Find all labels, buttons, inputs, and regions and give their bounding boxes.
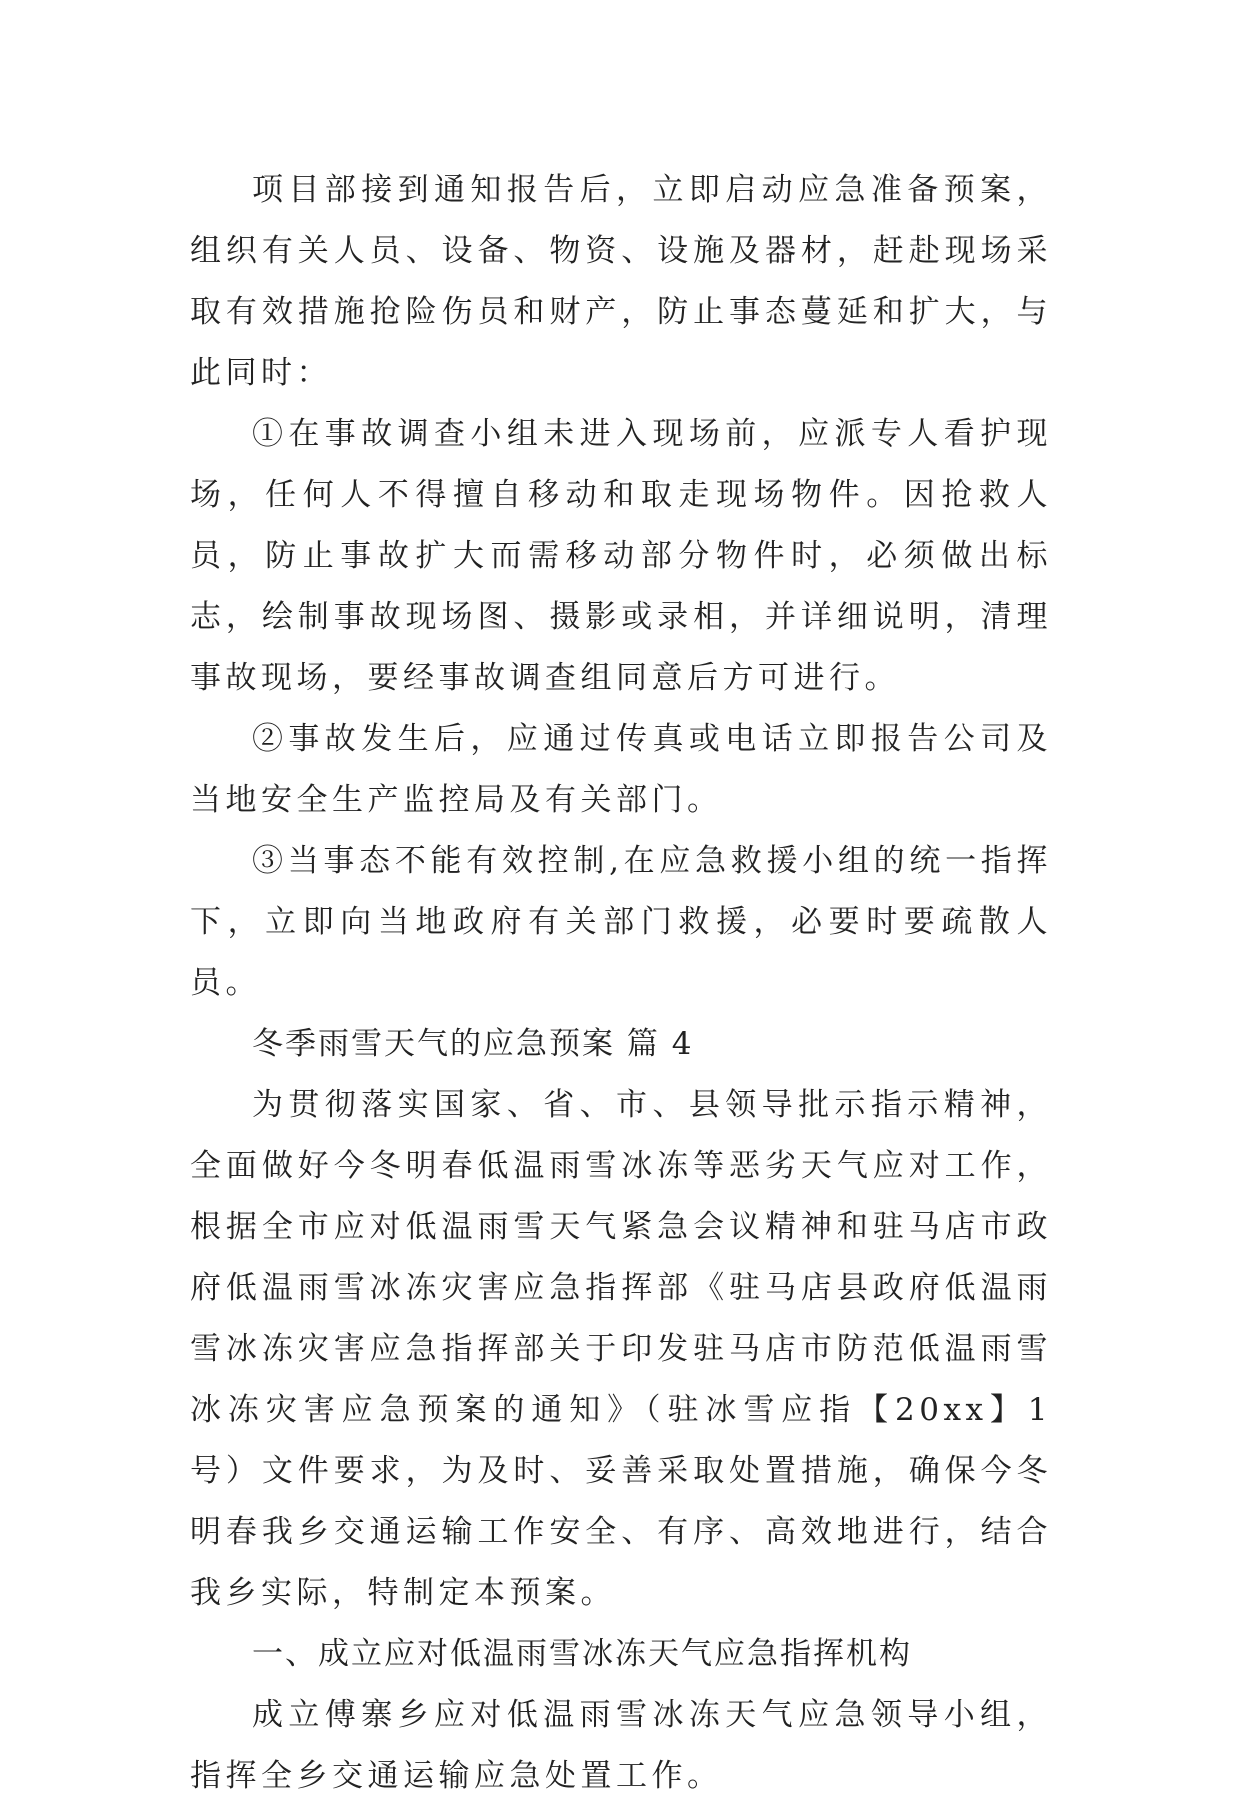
section-title: 冬季雨雪天气的应急预案 篇 4	[252, 1026, 694, 1062]
paragraph-item-3: ③当事态不能有效控制,在应急救援小组的统一指挥下，立即向当地政府有关部门救援，必要时要疏散人员。	[190, 843, 1052, 1001]
subheading-command-structure: 一、成立应对低温雨雪冰冻天气应急指挥机构	[252, 1636, 912, 1672]
paragraph-response-start: 项目部接到通知报告后，立即启动应急准备预案，组织有关人员、设备、物资、设施及器材，赶赴现场采取有效措施抢险伤员和财产，防止事态蔓延和扩大，与此同时：	[190, 172, 1052, 391]
paragraph-item-2: ②事故发生后，应通过传真或电话立即报告公司及当地安全生产监控局及有关部门。	[190, 721, 1052, 818]
paragraph-intro: 为贯彻落实国家、省、市、县领导批示指示精神，全面做好今冬明春低温雨雪冰冻等恶劣天气应对工作，根据全市应对低温雨雪天气紧急会议精神和驻马店市政府低温雨雪冰冻灾害应急指挥部《驻马店县政府低温雨雪冰冻灾害应急指挥部关于印发驻马店市防范低温雨雪冰冻灾害应急预案的通知》（驻冰雪应指【20xx】1 号）文件要求，为及时、妥善采取处置措施，确保今冬明春我乡交通运输工作安全、有序、高效地进行，结合我乡实际，特制定本预案。	[190, 1087, 1052, 1611]
paragraph-leading-group: 成立傅寨乡应对低温雨雪冰冻天气应急领导小组，指挥全乡交通运输应急处置工作。	[190, 1697, 1052, 1794]
paragraph-item-1: ①在事故调查小组未进入现场前，应派专人看护现场，任何人不得擅自移动和取走现场物件。因抢救人员，防止事故扩大而需移动部分物件时，必须做出标志，绘制事故现场图、摄影或录相，并详细说明，清理事故现场，要经事故调查组同意后方可进行。	[190, 416, 1052, 696]
document-body	[190, 160, 1052, 1807]
